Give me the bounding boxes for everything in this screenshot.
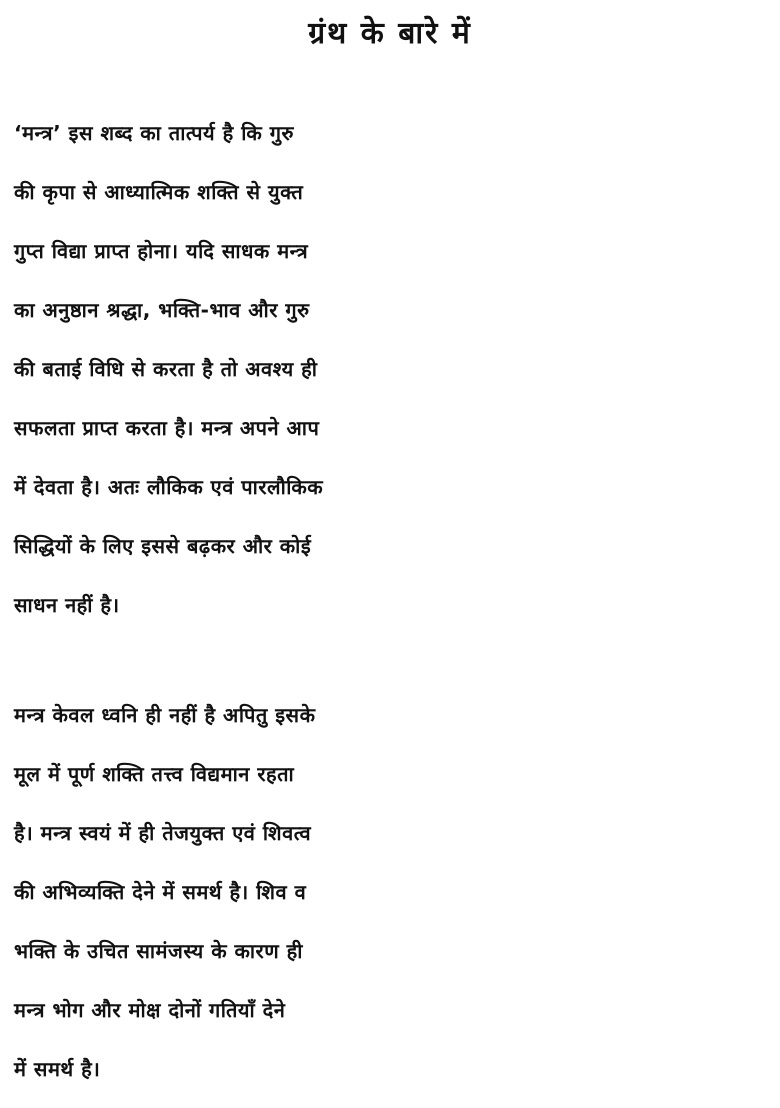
text-line: मन्त्र केवल ध्वनि ही नहीं है अपितु इसके <box>14 703 316 727</box>
text-line: की बताई विधि से करता है तो अवश्य ही <box>14 357 318 381</box>
text-line: मूल में पूर्ण शक्ति तत्त्व विद्यमान रहता <box>14 762 295 786</box>
text-line: गुप्त विद्या प्राप्त होना। यदि साधक मन्त्र <box>14 239 309 263</box>
text-line: मन्त्र भोग और मोक्ष दोनों गतियाँ देने <box>14 998 286 1022</box>
text-line: है। मन्त्र स्वयं में ही तेजयुक्त एवं शिवत्व <box>14 821 312 845</box>
paragraph-2 <box>14 686 774 1099</box>
text-line: सफलता प्राप्त करता है। मन्त्र अपने आप <box>14 416 320 440</box>
text-line: सिद्धियों के लिए इससे बढ़कर और कोई <box>14 534 312 558</box>
page-heading: ग्रंथ के बारे में <box>308 16 472 51</box>
text-line: की कृपा से आध्यात्मिक शक्ति से युक्त <box>14 180 304 204</box>
text-line: साधन नहीं है। <box>14 593 120 617</box>
text-line: की अभिव्यक्ति देने में समर्थ है। शिव व <box>14 880 307 904</box>
text-line: में समर्थ है। <box>14 1057 101 1081</box>
paragraph-1 <box>14 104 774 635</box>
text-line: का अनुष्ठान श्रद्धा, भक्ति-भाव और गुरु <box>14 298 310 322</box>
text-line: ‘मन्त्र’ इस शब्द का तात्पर्य है कि गुरु <box>14 121 294 145</box>
text-line: में देवता है। अतः लौकिक एवं पारलौकिक <box>14 475 324 499</box>
text-line: भक्ति के उचित सामंजस्य के कारण ही <box>14 939 303 963</box>
